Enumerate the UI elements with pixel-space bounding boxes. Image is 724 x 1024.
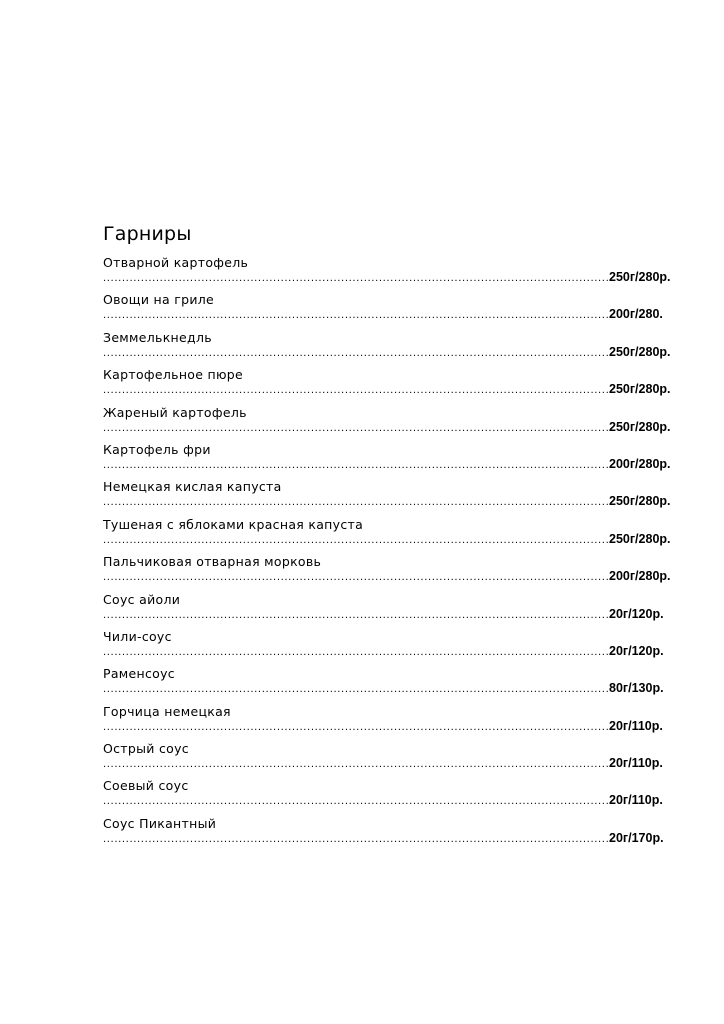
leader-row <box>103 269 671 285</box>
menu-list <box>103 255 671 853</box>
item-price: 200г/280. <box>609 307 663 322</box>
item-name: Тушеная с яблоками красная капуста <box>103 516 364 532</box>
item-name: Соевый соус <box>103 778 189 794</box>
menu-item <box>103 704 671 741</box>
item-price: 200г/280р. <box>609 569 671 584</box>
menu-item <box>103 554 671 591</box>
menu-item <box>103 741 671 778</box>
item-name: Соус Пикантный <box>103 815 217 831</box>
leader-row <box>103 643 671 659</box>
item-price: 250г/280р. <box>609 382 671 397</box>
item-name: Земмелькнедль <box>103 329 212 345</box>
dot-leader <box>103 460 608 472</box>
dot-leader <box>103 423 608 435</box>
item-price: 250г/280р. <box>609 494 671 509</box>
dot-leader <box>103 273 608 285</box>
item-name: Жареный картофель <box>103 404 247 420</box>
item-name: Пальчиковая отварная морковь <box>103 554 322 570</box>
item-price: 20г/120р. <box>609 643 664 658</box>
item-price: 250г/280р. <box>609 344 671 359</box>
leader-row <box>103 755 671 771</box>
leader-row <box>103 792 671 808</box>
item-price: 250г/280р. <box>609 419 671 434</box>
item-name: Горчица немецкая <box>103 703 231 719</box>
leader-row <box>103 718 671 734</box>
item-name: Острый соус <box>103 741 189 757</box>
leader-row <box>103 568 671 584</box>
leader-row <box>103 456 671 472</box>
item-name: Немецкая кислая капуста <box>103 479 282 495</box>
dot-leader <box>103 722 608 734</box>
menu-item <box>103 479 671 516</box>
dot-leader <box>103 497 608 509</box>
dot-leader <box>103 796 608 808</box>
leader-row <box>103 344 671 360</box>
item-price: 20г/110р. <box>609 793 663 808</box>
menu-item <box>103 292 671 329</box>
item-name: Картофель фри <box>103 441 211 457</box>
dot-leader <box>103 647 608 659</box>
dot-leader <box>103 572 608 584</box>
menu-item <box>103 592 671 629</box>
item-name: Раменсоус <box>103 666 175 682</box>
item-price: 20г/110р. <box>609 756 663 771</box>
item-price: 20г/110р. <box>609 718 663 733</box>
item-name: Соус айоли <box>103 591 181 607</box>
dot-leader <box>103 310 608 322</box>
menu-item <box>103 367 671 404</box>
item-price: 200г/280р. <box>609 456 671 471</box>
item-name: Овощи на гриле <box>103 292 215 308</box>
menu-item <box>103 666 671 703</box>
item-name: Картофельное пюре <box>103 367 244 383</box>
item-name: Чили-соус <box>103 628 172 644</box>
menu-item <box>103 816 671 853</box>
menu-item <box>103 629 671 666</box>
dot-leader <box>103 759 608 771</box>
leader-row <box>103 419 671 435</box>
menu-item <box>103 778 671 815</box>
item-name: Отварной картофель <box>103 255 249 270</box>
item-price: 250г/280р. <box>609 270 671 284</box>
menu-item <box>103 255 671 292</box>
leader-row <box>103 381 671 397</box>
section-title: Гарниры <box>103 223 192 245</box>
menu-item <box>103 517 671 554</box>
item-price: 80г/130р. <box>609 681 664 696</box>
leader-row <box>103 306 671 322</box>
dot-leader <box>103 385 608 397</box>
dot-leader <box>103 535 608 547</box>
leader-row <box>103 830 671 846</box>
dot-leader <box>103 610 608 622</box>
leader-row <box>103 680 671 696</box>
menu-item <box>103 442 671 479</box>
leader-row <box>103 493 671 509</box>
item-price: 250г/280р. <box>609 531 671 546</box>
item-price: 20г/170р. <box>609 830 664 845</box>
item-price: 20г/120р. <box>609 606 664 621</box>
menu-item <box>103 405 671 442</box>
dot-leader <box>103 834 608 846</box>
leader-row <box>103 606 671 622</box>
menu-item <box>103 330 671 367</box>
dot-leader <box>103 684 608 696</box>
leader-row <box>103 531 671 547</box>
dot-leader <box>103 348 608 360</box>
